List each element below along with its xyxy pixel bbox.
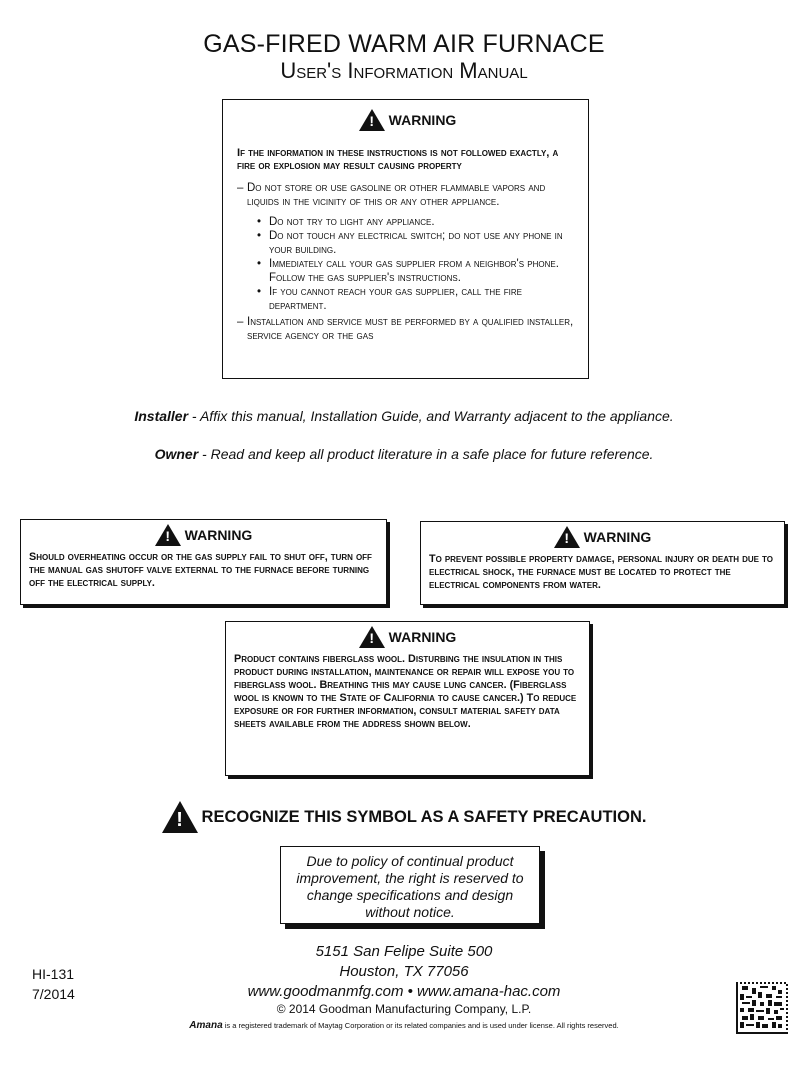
owner-label: Owner [154,446,199,462]
main-warning-label: WARNING [388,112,457,128]
right-warning-label: WARNING [583,529,652,545]
main-warning-header [237,109,578,131]
warning-triangle-icon: ! [554,526,580,548]
center-warning-label: WARNING [388,629,457,645]
right-warning-box [420,521,785,605]
datamatrix-code [736,982,788,1034]
warning-triangle-icon: ! [155,524,181,546]
document-subtitle: User's Information Manual [280,58,528,83]
right-warning-header [429,526,776,548]
document-title: GAS-FIRED WARM AIR FURNACE [203,30,605,58]
center-warning-text: Product contains fiberglass wool. Disturbing the insulation in this product during installation, maintenance or repair will expose you to fiberglass wool. Breathing this may cause lung cancer. (Fiberglass wool is known to the State of California to cause cancer.) To reduce exposure or for further information, consult material safety data sheets available from the address shown below. [234,653,577,730]
left-warning-header [29,524,378,546]
policy-note-text: Due to policy of continual product improvement, the right is reserved to change specifications and design without notice. [296,853,524,920]
bullet-item: • If you cannot reach your gas supplier, call the fire department. [257,285,578,313]
owner-text: - Read and keep all product literature in a safe place for future reference. [198,446,654,462]
bullet-item: • Do not try to light any appliance. [257,215,578,229]
warning-triangle-icon: ! [359,109,385,131]
installer-text: - Affix this manual, Installation Guide, and Warranty adjacent to the appliance. [188,408,674,424]
trademark-text: is a registered trademark of Maytag Corporation or its related companies and is used under license. All rights reserved. [224,1021,619,1030]
main-warning-intro: If the information in these instructions is not followed exactly, a fire or explosion may result causing property [237,147,559,172]
datamatrix-icon [736,982,788,1034]
doc-date: 7/2014 [32,986,75,1002]
warning-triangle-icon: ! [359,626,385,648]
address-line1: 5151 San Felipe Suite 500 [315,943,493,960]
left-warning-text: Should overheating occur or the gas supply fail to shut off, turn off the manual gas shutoff valve external to the furnace before turning off the electrical supply. [29,551,372,589]
trademark-line [0,1020,808,1031]
left-warning-label: WARNING [184,527,253,543]
center-warning-box [225,621,590,776]
center-warning-header [234,626,581,648]
websites: www.goodmanmfg.com • www.amana-hac.com [247,983,561,1000]
main-warning-bullets [237,215,578,313]
amana-logo: Amana [189,1020,223,1031]
installer-label: Installer [134,408,189,424]
bullet-item: • Immediately call your gas supplier from a neighbor's phone. Follow the gas supplier's instructions. [257,257,578,285]
installer-note [0,408,808,424]
main-warning-item: – Do not store or use gasoline or other flammable vapors and liquids in the vicinity of this or any other appliance. [237,181,578,209]
policy-note-box [280,846,540,924]
safety-symbol-text: RECOGNIZE THIS SYMBOL AS A SAFETY PRECAUTION. [201,807,647,826]
copyright: © 2014 Goodman Manufacturing Company, L.P. [276,1002,532,1016]
address-line2: Houston, TX 77056 [339,963,469,980]
left-warning-box [20,519,387,605]
bullet-item: • Do not touch any electrical switch; do not use any phone in your building. [257,229,578,257]
main-warning-last-item: – Installation and service must be performed by a qualified installer, service agency or the gas [237,315,578,343]
owner-note [0,446,808,462]
warning-triangle-icon: ! [162,801,198,833]
main-warning-box [222,99,589,379]
right-warning-text: To prevent possible property damage, personal injury or death due to electrical shock, the furnace must be located to protect the electrical components from water. [429,553,773,591]
doc-code: HI-131 [32,966,75,982]
safety-symbol-line [0,801,808,833]
address-block [0,942,808,1002]
